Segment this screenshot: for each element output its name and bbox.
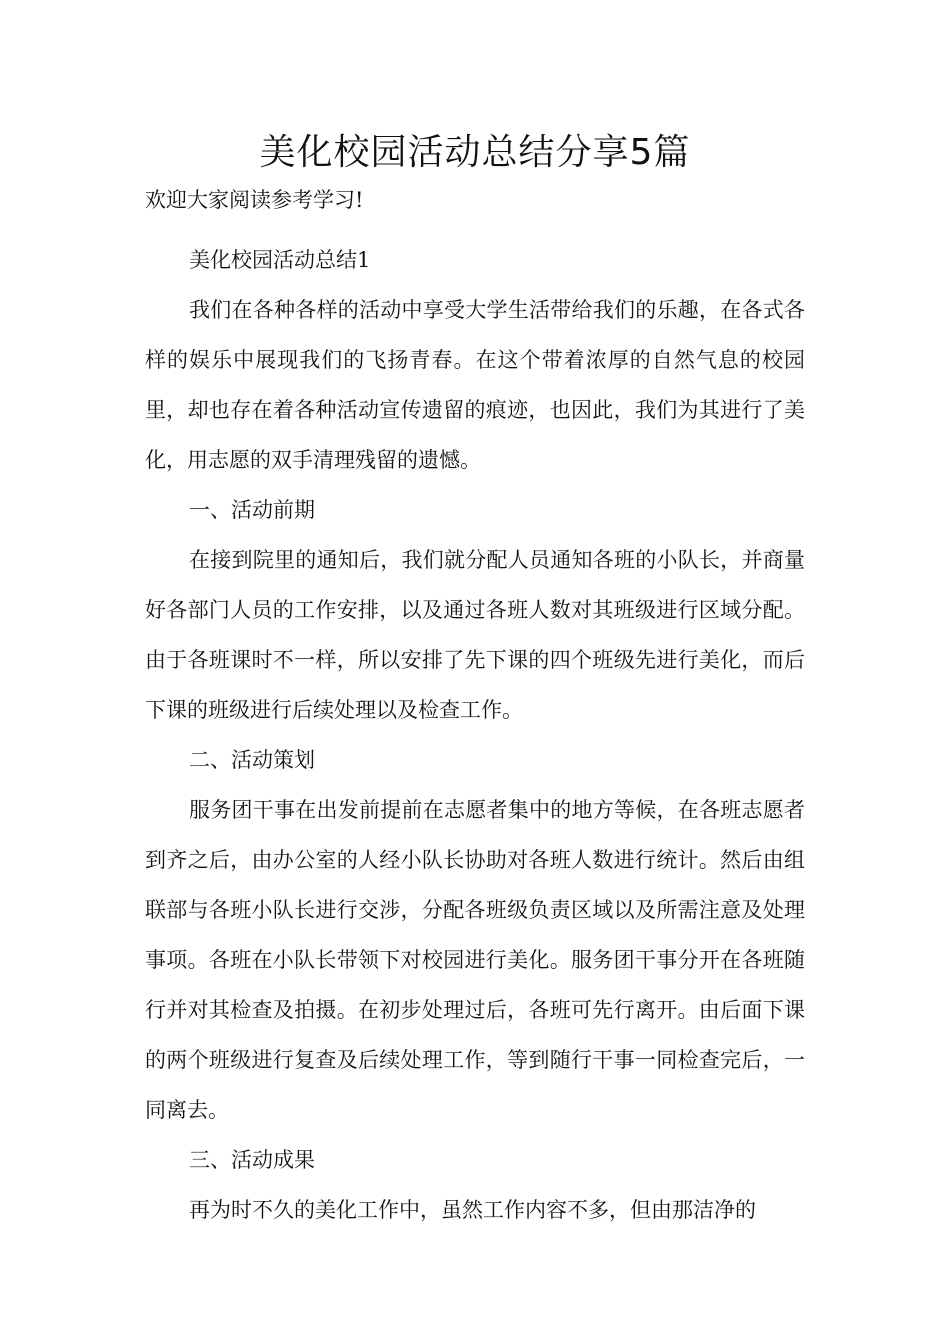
section-heading: 二、活动策划 (189, 748, 315, 772)
section-heading: 一、活动前期 (189, 498, 315, 522)
document-title: 美化校园活动总结分享5篇 (259, 132, 691, 173)
section-heading: 美化校园活动总结1 (189, 248, 371, 272)
body-paragraph: 在接到院里的通知后，我们就分配人员通知各班的小队长，并商量好各部门人员的工作安排，以及通过各班人数对其班级进行区域分配。由于各班课时不一样，所以安排了先下课的四个班级先进行美化，而后下课的班级进行后续处理以及检查工作。 (145, 548, 805, 722)
body-paragraph: 再为时不久的美化工作中，虽然工作内容不多，但由那洁净的 (189, 1198, 756, 1222)
intro-line: 欢迎大家阅读参考学习! (145, 188, 364, 212)
body-paragraph: 我们在各种各样的活动中享受大学生活带给我们的乐趣，在各式各样的娱乐中展现我们的飞扬青春。在这个带着浓厚的自然气息的校园里，却也存在着各种活动宣传遗留的痕迹，也因此，我们为其进行了美化，用志愿的双手清理残留的遗憾。 (145, 298, 805, 472)
body-paragraph: 服务团干事在出发前提前在志愿者集中的地方等候，在各班志愿者到齐之后，由办公室的人经小队长协助对各班人数进行统计。然后由组联部与各班小队长进行交涉，分配各班级负责区域以及所需注意及处理事项。各班在小队长带领下对校园进行美化。服务团干事分开在各班随行并对其检查及拍摄。在初步处理过后，各班可先行离开。由后面下课的两个班级进行复查及后续处理工作，等到随行干事一同检查完后，一同离去。 (145, 798, 805, 1122)
document-body (145, 235, 805, 1235)
section-heading: 三、活动成果 (189, 1148, 315, 1172)
